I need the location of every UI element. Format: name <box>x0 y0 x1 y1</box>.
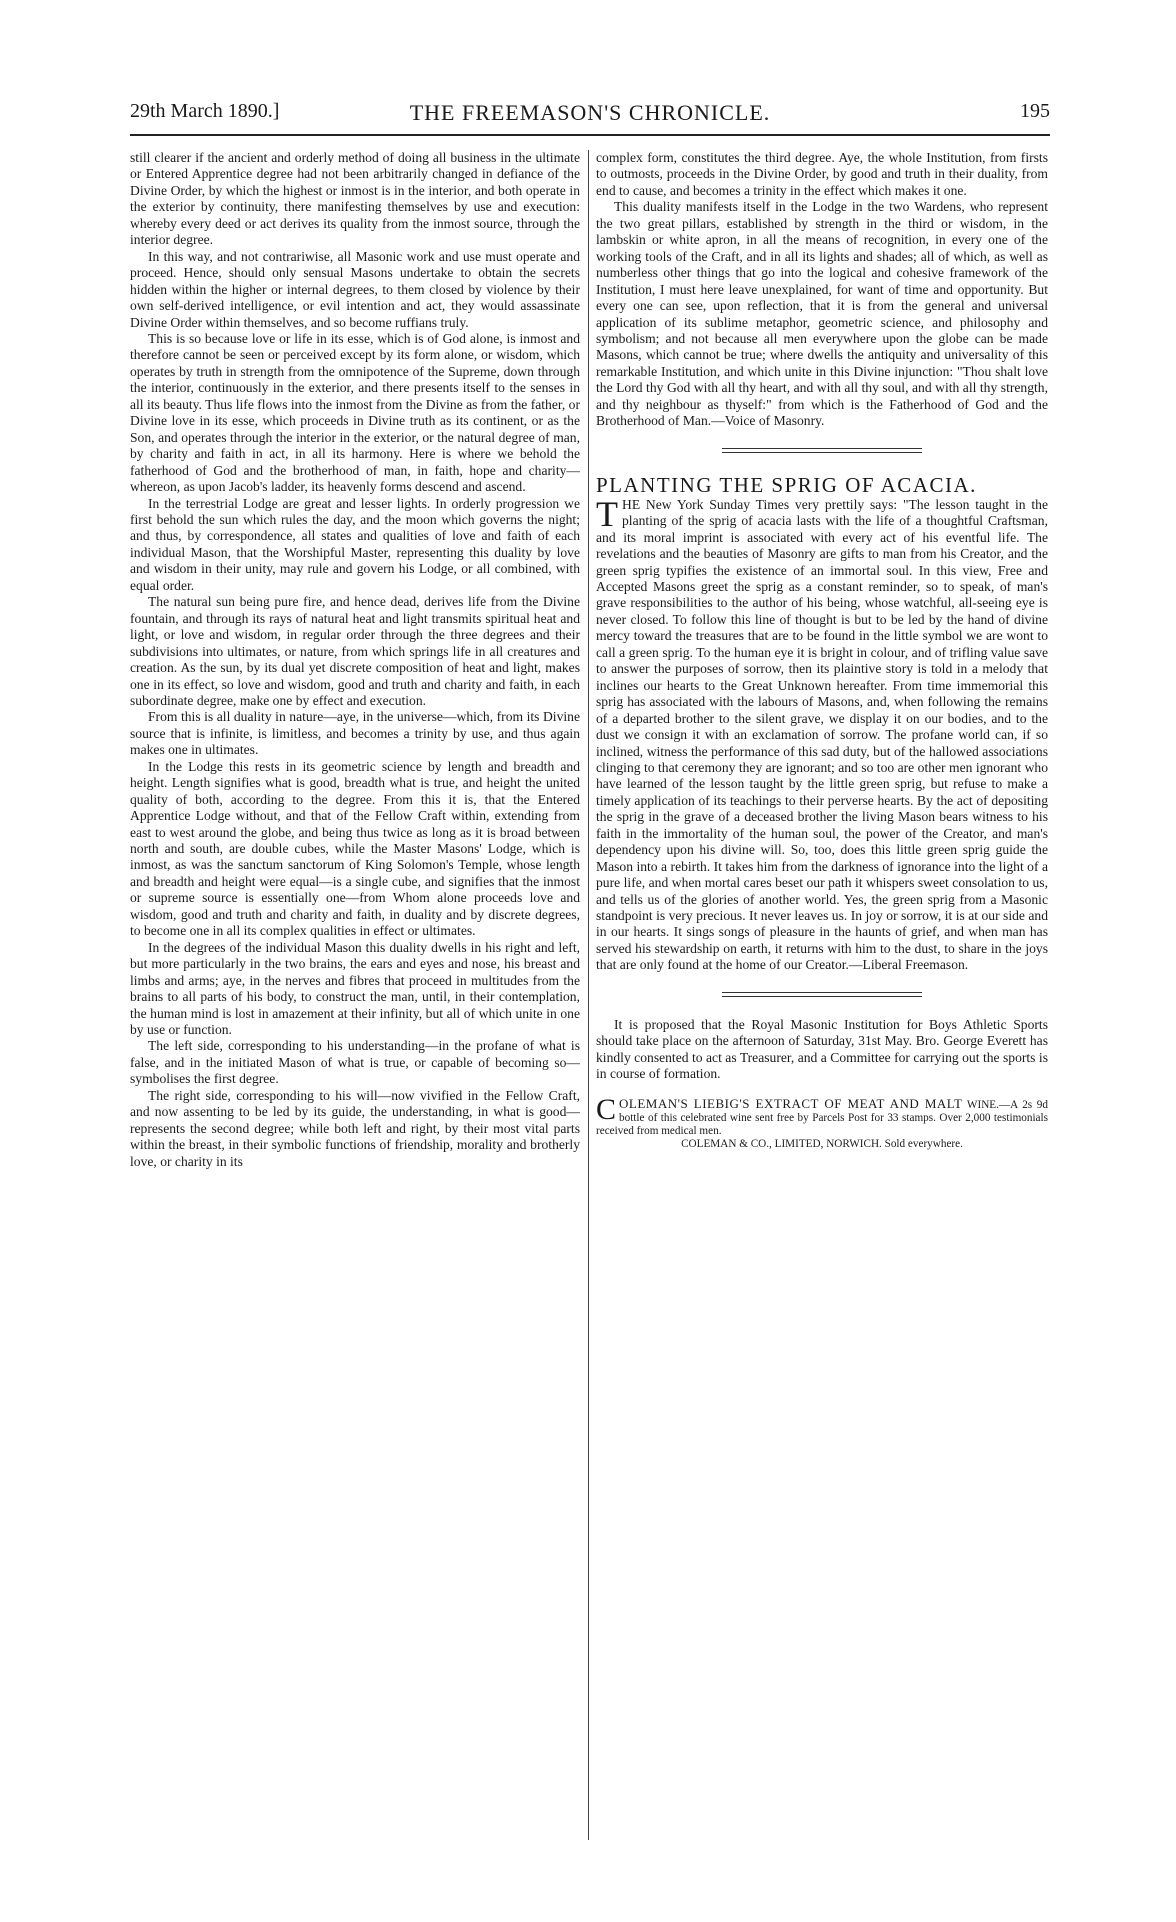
left-column <box>130 150 580 1840</box>
sports-notice: It is proposed that the Royal Masonic Institution for Boys Athletic Sports should take place on the afternoon of Saturday, 31st May. Bro. George Everett has kindly consented to act as Treasurer, and a Committee for carrying out the sports is in course of formation. <box>596 1016 1048 1082</box>
article-dropcap: T <box>596 493 618 534</box>
advertisement <box>596 1092 1048 1151</box>
left-paragraph-10: The right side, corresponding to his will—now vivified in the Fellow Craft, and now assenting to be led by its guide, the understanding, in what is good—represents the second degree; while both left and right, by their most vital parts within the breast, in their symbolic functions of friendship, morality and brotherly love, or charity in its <box>130 1087 580 1169</box>
advert-title: OLEMAN'S LIEBIG'S EXTRACT OF MEAT AND MALT <box>619 1095 963 1111</box>
column-divider <box>588 150 589 1840</box>
publication-title: THE FREEMASON'S CHRONICLE. <box>409 100 771 125</box>
article-body <box>596 493 1048 974</box>
right-column <box>596 150 1048 1840</box>
left-paragraph-7: In the Lodge this rests in its geometric science by length and breadth and height. Length signifies what is good, breadth what is true, and height the united quality of both, according to the degree. From this it is, that the Entered Apprentice Lodge without, and that of the Fellow Craft within, extending from east to west around the globe, and being thus twice as long as it is broad between north and south, are double cubes, while the Master Masons' Lodge, which is inmost, as was the sanctum sanctorum of King Solomon's Temple, whose length and breadth and height were equal—is a single cube, and signifies that the inmost or supreme source is essentially one—from Whom alone proceeds love and wisdom, good and truth and charity and faith, in duality and by discrete degrees, to become one in all its complex qualities in effect or ultimates. <box>130 758 580 939</box>
advert-dropcap: C <box>596 1092 617 1126</box>
left-paragraph-3: This is so because love or life in its esse, which is of God alone, is inmost and therefore cannot be seen or perceived except by its form alone, or wisdom, which operates by truth in strength from the omnipotence of the Supreme, down through the interior, continuously in the exterior, and there presents itself to the senses in all its beauty. Thus life flows into the inmost from the Divine as from the father, or Divine love in its esse, which proceeds in Divine truth as its continent, or as the Son, and operates through the interior in the exterior, or the natural degree of man, by charity and faith in act, in all its harmony. Here is where we behold the fatherhood of God and the brotherhood of man, in faith, hope and charity—whereon, as upon Jacob's ladder, its heavenly forms descend and ascend. <box>130 330 580 495</box>
advert-body: WINE.—A 2s 9d bottle of this celebrated wine sent free by Parcels Post for 33 stamps. Over 2,000 testimonials received from medical men. <box>596 1098 1048 1137</box>
section-separator-2 <box>722 992 922 997</box>
header-rule <box>130 134 1050 136</box>
right-paragraph-2: This duality manifests itself in the Lodge in the two Wardens, who represent the two great pillars, established by strength in the third or wisdom, in the lambskin or white apron, in all the means of recognition, in every one of the working tools of the Craft, and in all its lights and shades; all of which, as well as numberless other things that go into the logical and cohesive framework of the Institution, I must here leave unexplained, for want of time and opportunity. But every one can see, upon reflection, that it is from the general and universal application of its sublime metaphor, geometric science, and philosophy and symbolism; and not because all men everywhere upon the globe can be made Masons, which cannot be true; where dwells the antiquity and universality of this remarkable Institution, and which unite in this Divine injunction: "Thou shalt love the Lord thy God with all thy heart, and with all thy soul, and with all thy strength, and thy neighbour as thyself:" from which is the Fatherhood of God and the Brotherhood of Man.—Voice of Masonry. <box>596 199 1048 429</box>
left-paragraph-4: In the terrestrial Lodge are great and lesser lights. In orderly progression we first behold the sun which rules the day, and the moon which governs the night; and thus, by correspondence, all states and qualities of love and faith of each individual Mason, that the Worshipful Master, representing this duality by love and wisdom in their unity, may rule and govern his Lodge, or all combined, with equal order. <box>130 495 580 593</box>
left-paragraph-9: The left side, corresponding to his understanding—in the profane of what is false, and in the initiated Mason of what is true, or capable of becoming so—symbolises the first degree. <box>130 1038 580 1087</box>
left-paragraph-1: still clearer if the ancient and orderly method of doing all business in the ultimate or Entered Apprentice degree had not been arbitrarily changed in defiance of the Divine Order, by which the highest or inmost is in the interior, and both operate in the exterior by continuity, there manifesting themselves by use and execution: whereby every deed or act derives its quality from the inmost source, through the interior degree. <box>130 150 580 248</box>
page-header <box>130 100 1050 132</box>
article-text: HE New York Sunday Times very prettily says: "The lesson taught in the planting of the sprig of acacia lasts with the life of a thoughtful Craftsman, and its moral imprint is associated with every act of his eventful life. The revelations and the beauties of Masonry are gifts to man from his Creator, and the green sprig typifies the existence of an immortal soul. In this view, Free and Accepted Masons greet the sprig as a constant reminder, so to speak, of man's grave responsibilities to the author of his being, whose watchful, all-seeing eye is never closed. To follow this line of thought is but to be led by the hand of divine mercy toward the treasures that are to be found in the little symbol we are wont to call a green sprig. To the human eye it is bright in colour, and of trifling value save to answer the purposes of sorrow, then its plaintive story is told in a melody that inclines our hearts to the Great Unknown hereafter. From time immemorial this sprig has associated with the labours of Masons, and, when following the remains of a departed brother to the silent grave, we display it on our bodies, and to the dust we consign it with an exclamation of sorrow. The profane world can, if so inclined, witness the performance of this sad duty, but of the hallowed associations clinging to that ceremony they are ignorant; and so too are other men ignorant who have learned of the lesson taught by the little green sprig, but refuse to make a timely application of its teachings to their perverse hearts. By the act of depositing the sprig in the grave of a deceased brother the living Mason bears witness to his faith in the immortality of the human soul, the power of the Creator, and man's dependency upon his divine will. So, too, does this little green sprig guide the Mason into a rebirth. It takes him from the darkness of ignorance into the light of a pure life, and when mortal cares beset our path it whispers sweet consolation to us, and tells us of the glories of another world. Yes, the green sprig from a Masonic standpoint is very precious. It never leaves us. In joy or sorrow, it is at our side and in our hearts. It sings songs of pleasure in the haunts of grief, and when man has served his stewardship on earth, it returns with him to the dust, to share in the joys that are only found at the home of our Creator.—Liberal Freemason. <box>596 496 1048 973</box>
section-separator <box>722 448 922 453</box>
left-paragraph-5: The natural sun being pure fire, and hence dead, derives life from the Divine fountain, and through its rays of natural heat and light transmits spiritual heat and light, or love and wisdom, in regular order through the three degrees and their subdivisions into ultimates, or nature, from which springs life in all creatures and creation. As the sun, by its dual yet discrete composition of heat and light, makes one in its effect, so love and wisdom, good and truth and charity and faith, in each subordinate degree, make one by effect and execution. <box>130 594 580 708</box>
article-heading: PLANTING THE SPRIG OF ACACIA. <box>596 472 977 497</box>
page-number: 195 <box>1020 100 1050 122</box>
advert-tail: COLEMAN & CO., LIMITED, NORWICH. Sold everywhere. <box>681 1137 963 1150</box>
left-paragraph-8: In the degrees of the individual Mason this duality dwells in his right and left, but more particularly in the two brains, the ears and eyes and nose, his breast and limbs and arms; aye, in the nerves and fibres that proceed in multitudes from the brains to all parts of his body, to construct the man, until, in their contemplation, the human mind is lost in amazement at their infinity, but all of which unite in one by use or function. <box>130 939 580 1038</box>
left-paragraph-6: From this is all duality in nature—aye, in the universe—which, from its Divine source that is infinite, is limitless, and becomes a trinity by use, and thus again makes one in ultimates. <box>130 709 580 758</box>
issue-date: 29th March 1890.] <box>130 100 280 122</box>
right-paragraph-1: complex form, constitutes the third degree. Aye, the whole Institution, from firsts to outmosts, proceeds in the Divine Order, by good and truth in their duality, from end to cause, and becomes a trinity in the effect which makes it one. <box>596 150 1048 198</box>
left-paragraph-2: In this way, and not contrariwise, all Masonic work and use must operate and proceed. Hence, should only sensual Masons undertake to obtain the secrets hidden within the higher or internal degrees, to them closed by violence by their own self-derived intelligence, or evil intention and act, they would assassinate Divine Order within themselves, and so become ruffians truly. <box>130 248 580 330</box>
